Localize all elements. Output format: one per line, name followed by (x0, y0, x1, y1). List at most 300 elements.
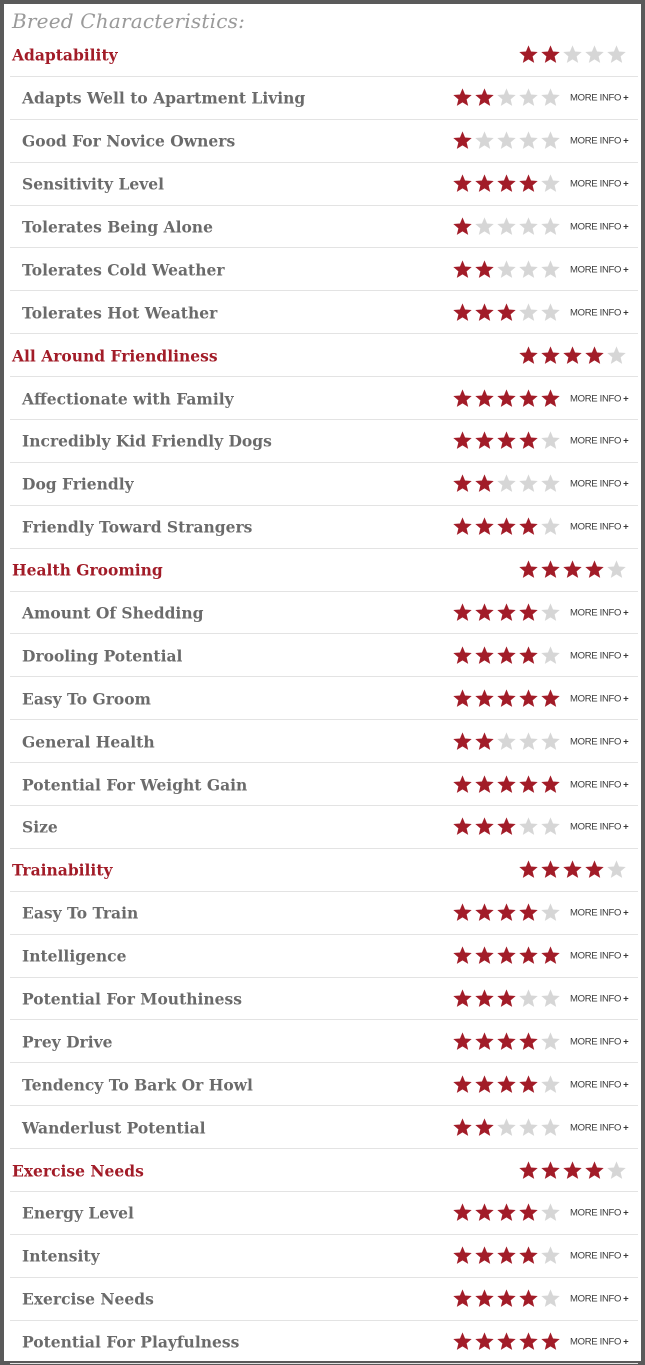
more-info-label: MORE INFO (570, 1207, 622, 1219)
trait-row (4, 463, 645, 506)
trait-row (4, 1235, 645, 1278)
star-filled-icon (540, 688, 561, 709)
star-filled-icon (474, 688, 495, 709)
star-filled-icon (518, 1331, 539, 1352)
trait-row (4, 420, 645, 463)
star-empty-icon (540, 645, 561, 666)
plus-icon: + (623, 393, 629, 405)
star-filled-icon (452, 902, 473, 923)
plus-icon: + (623, 521, 629, 533)
more-info-link[interactable] (570, 136, 628, 147)
trait-row (4, 677, 645, 720)
more-info-label: MORE INFO (570, 1250, 622, 1262)
star-filled-icon (496, 1288, 517, 1309)
plus-icon: + (623, 1336, 629, 1348)
star-filled-icon (452, 430, 473, 451)
star-rating (452, 473, 561, 495)
more-info-link[interactable] (570, 1294, 628, 1305)
star-empty-icon (496, 130, 517, 151)
more-info-link[interactable] (570, 1251, 628, 1262)
star-filled-icon (584, 859, 605, 880)
star-empty-icon (518, 216, 539, 237)
star-empty-icon (540, 602, 561, 623)
trait-row (4, 506, 645, 549)
trait-row (4, 763, 645, 806)
plus-icon: + (623, 1250, 629, 1262)
star-empty-icon (606, 1160, 627, 1181)
star-filled-icon (518, 388, 539, 409)
plus-icon: + (623, 650, 629, 662)
star-empty-icon (540, 1245, 561, 1266)
star-empty-icon (540, 302, 561, 323)
trait-row (4, 806, 645, 849)
category-label: All Around Friendliness (12, 346, 218, 366)
star-empty-icon (474, 130, 495, 151)
more-info-label: MORE INFO (570, 435, 622, 447)
star-rating (452, 1074, 561, 1096)
star-empty-icon (474, 216, 495, 237)
star-filled-icon (496, 388, 517, 409)
more-info-link[interactable] (570, 994, 628, 1005)
star-filled-icon (474, 988, 495, 1009)
plus-icon: + (623, 821, 629, 833)
trait-label: Friendly Toward Strangers (22, 517, 253, 537)
star-rating (452, 645, 561, 667)
plus-icon: + (623, 907, 629, 919)
more-info-label: MORE INFO (570, 1122, 622, 1134)
more-info-link[interactable] (570, 779, 628, 790)
more-info-link[interactable] (570, 736, 628, 747)
trait-label: Potential For Playfulness (22, 1332, 240, 1352)
trait-label: Tolerates Being Alone (22, 217, 213, 237)
more-info-label: MORE INFO (570, 950, 622, 962)
star-filled-icon (474, 1331, 495, 1352)
star-filled-icon (540, 859, 561, 880)
star-filled-icon (584, 345, 605, 366)
star-filled-icon (474, 388, 495, 409)
star-empty-icon (518, 302, 539, 323)
star-filled-icon (474, 774, 495, 795)
more-info-link[interactable] (570, 436, 628, 447)
star-filled-icon (496, 1031, 517, 1052)
plus-icon: + (623, 1079, 629, 1091)
more-info-link[interactable] (570, 179, 628, 190)
star-rating (518, 345, 627, 367)
star-filled-icon (540, 44, 561, 65)
star-empty-icon (518, 87, 539, 108)
star-empty-icon (606, 345, 627, 366)
more-info-label: MORE INFO (570, 521, 622, 533)
star-filled-icon (474, 1031, 495, 1052)
star-filled-icon (474, 1288, 495, 1309)
trait-label: Tolerates Cold Weather (22, 260, 225, 280)
star-rating (452, 988, 561, 1010)
trait-label: Adapts Well to Apartment Living (22, 88, 306, 108)
star-empty-icon (540, 1202, 561, 1223)
star-rating (452, 388, 561, 410)
star-empty-icon (496, 87, 517, 108)
star-filled-icon (496, 816, 517, 837)
trait-label: Easy To Groom (22, 689, 151, 709)
trait-label: Exercise Needs (22, 1289, 154, 1309)
trait-row (4, 634, 645, 677)
star-filled-icon (474, 902, 495, 923)
star-rating (452, 1245, 561, 1267)
star-filled-icon (496, 688, 517, 709)
star-filled-icon (518, 774, 539, 795)
star-empty-icon (496, 259, 517, 280)
star-filled-icon (518, 1031, 539, 1052)
star-filled-icon (496, 1074, 517, 1095)
plus-icon: + (623, 993, 629, 1005)
star-filled-icon (496, 902, 517, 923)
more-info-link[interactable] (570, 1079, 628, 1090)
star-filled-icon (518, 1074, 539, 1095)
star-filled-icon (584, 1160, 605, 1181)
star-empty-icon (540, 988, 561, 1009)
star-rating (452, 816, 561, 838)
star-rating (518, 559, 627, 581)
star-filled-icon (540, 388, 561, 409)
star-rating (452, 87, 561, 109)
trait-row (4, 377, 645, 420)
trait-label: Easy To Train (22, 903, 139, 923)
star-filled-icon (562, 559, 583, 580)
star-rating (452, 216, 561, 238)
category-row (4, 34, 645, 77)
star-filled-icon (496, 173, 517, 194)
trait-label: Drooling Potential (22, 646, 183, 666)
category-row (4, 334, 645, 377)
star-filled-icon (452, 988, 473, 1009)
more-info-link[interactable] (570, 1208, 628, 1219)
plus-icon: + (623, 92, 629, 104)
more-info-label: MORE INFO (570, 178, 622, 190)
more-info-label: MORE INFO (570, 221, 622, 233)
star-empty-icon (540, 1117, 561, 1138)
star-filled-icon (474, 173, 495, 194)
star-empty-icon (540, 1031, 561, 1052)
more-info-label: MORE INFO (570, 1336, 622, 1348)
star-rating (452, 130, 561, 152)
star-filled-icon (518, 516, 539, 537)
star-filled-icon (452, 216, 473, 237)
trait-row (4, 163, 645, 206)
trait-label: Wanderlust Potential (22, 1118, 206, 1138)
more-info-link[interactable] (570, 393, 628, 404)
star-filled-icon (496, 945, 517, 966)
star-filled-icon (518, 1202, 539, 1223)
more-info-link[interactable] (570, 479, 628, 490)
star-empty-icon (540, 259, 561, 280)
star-filled-icon (474, 516, 495, 537)
more-info-label: MORE INFO (570, 1079, 622, 1091)
star-empty-icon (518, 988, 539, 1009)
star-filled-icon (540, 1160, 561, 1181)
star-filled-icon (518, 173, 539, 194)
star-filled-icon (452, 945, 473, 966)
trait-row (4, 77, 645, 120)
trait-label: Tolerates Hot Weather (22, 303, 218, 323)
more-info-label: MORE INFO (570, 92, 622, 104)
star-filled-icon (518, 1288, 539, 1309)
more-info-label: MORE INFO (570, 907, 622, 919)
star-filled-icon (474, 430, 495, 451)
plus-icon: + (623, 736, 629, 748)
star-filled-icon (518, 559, 539, 580)
more-info-label: MORE INFO (570, 1036, 622, 1048)
trait-label: Tendency To Bark Or Howl (22, 1075, 253, 1095)
star-filled-icon (584, 559, 605, 580)
more-info-label: MORE INFO (570, 993, 622, 1005)
star-rating (452, 259, 561, 281)
star-filled-icon (518, 902, 539, 923)
star-filled-icon (518, 688, 539, 709)
star-rating (452, 902, 561, 924)
star-filled-icon (518, 645, 539, 666)
star-rating (518, 859, 627, 881)
plus-icon: + (623, 221, 629, 233)
plus-icon: + (623, 1122, 629, 1134)
star-filled-icon (540, 345, 561, 366)
star-filled-icon (452, 1074, 473, 1095)
star-filled-icon (518, 345, 539, 366)
star-filled-icon (496, 1245, 517, 1266)
star-empty-icon (540, 473, 561, 494)
trait-label: Incredibly Kid Friendly Dogs (22, 431, 272, 451)
more-info-link[interactable] (570, 650, 628, 661)
trait-label: Dog Friendly (22, 474, 134, 494)
star-filled-icon (540, 1331, 561, 1352)
trait-row (4, 1106, 645, 1149)
plus-icon: + (623, 1293, 629, 1305)
star-filled-icon (496, 1331, 517, 1352)
star-rating (452, 731, 561, 753)
trait-label: Good For Novice Owners (22, 131, 236, 151)
trait-row (4, 592, 645, 635)
star-empty-icon (562, 44, 583, 65)
star-empty-icon (518, 816, 539, 837)
trait-label: Potential For Mouthiness (22, 989, 242, 1009)
trait-label: Energy Level (22, 1203, 134, 1223)
star-filled-icon (452, 645, 473, 666)
trait-label: Amount Of Shedding (22, 603, 204, 623)
star-empty-icon (518, 473, 539, 494)
star-empty-icon (606, 44, 627, 65)
star-filled-icon (474, 1117, 495, 1138)
star-filled-icon (496, 645, 517, 666)
star-empty-icon (540, 731, 561, 752)
trait-label: Sensitivity Level (22, 174, 164, 194)
star-filled-icon (496, 774, 517, 795)
star-filled-icon (474, 1245, 495, 1266)
more-info-label: MORE INFO (570, 736, 622, 748)
more-info-link[interactable] (570, 222, 628, 233)
more-info-label: MORE INFO (570, 264, 622, 276)
star-rating (452, 1031, 561, 1053)
more-info-link[interactable] (570, 264, 628, 275)
star-filled-icon (474, 945, 495, 966)
trait-row (4, 1278, 645, 1321)
star-empty-icon (540, 816, 561, 837)
trait-row (4, 120, 645, 163)
star-empty-icon (540, 130, 561, 151)
plus-icon: + (623, 1036, 629, 1048)
star-filled-icon (518, 602, 539, 623)
star-filled-icon (452, 1245, 473, 1266)
star-filled-icon (518, 945, 539, 966)
trait-row (4, 892, 645, 935)
star-empty-icon (518, 259, 539, 280)
trait-label: Prey Drive (22, 1032, 113, 1052)
star-filled-icon (540, 945, 561, 966)
star-empty-icon (540, 516, 561, 537)
plus-icon: + (623, 264, 629, 276)
star-empty-icon (606, 559, 627, 580)
trait-label: Intensity (22, 1246, 100, 1266)
star-filled-icon (452, 1031, 473, 1052)
star-filled-icon (474, 816, 495, 837)
more-info-link[interactable] (570, 693, 628, 704)
star-filled-icon (452, 516, 473, 537)
star-filled-icon (452, 1288, 473, 1309)
star-filled-icon (452, 259, 473, 280)
star-empty-icon (606, 859, 627, 880)
star-rating (452, 516, 561, 538)
star-empty-icon (540, 902, 561, 923)
star-filled-icon (452, 173, 473, 194)
star-filled-icon (518, 859, 539, 880)
star-filled-icon (562, 1160, 583, 1181)
trait-row (4, 291, 645, 334)
star-filled-icon (496, 516, 517, 537)
star-empty-icon (496, 731, 517, 752)
plus-icon: + (623, 478, 629, 490)
star-rating (452, 945, 561, 967)
more-info-link[interactable] (570, 93, 628, 104)
plus-icon: + (623, 779, 629, 791)
star-empty-icon (540, 87, 561, 108)
trait-row (4, 1192, 645, 1235)
trait-label: General Health (22, 732, 155, 752)
trait-label: Potential For Weight Gain (22, 775, 248, 795)
star-filled-icon (474, 87, 495, 108)
star-empty-icon (496, 216, 517, 237)
star-filled-icon (540, 774, 561, 795)
star-rating (518, 1160, 627, 1182)
more-info-link[interactable] (570, 522, 628, 533)
more-info-link[interactable] (570, 822, 628, 833)
plus-icon: + (623, 135, 629, 147)
star-empty-icon (496, 473, 517, 494)
more-info-label: MORE INFO (570, 393, 622, 405)
trait-row (4, 1063, 645, 1106)
star-filled-icon (474, 645, 495, 666)
star-filled-icon (452, 302, 473, 323)
characteristics-list (4, 34, 645, 1364)
star-filled-icon (496, 988, 517, 1009)
star-filled-icon (518, 1245, 539, 1266)
star-filled-icon (518, 44, 539, 65)
star-filled-icon (496, 1202, 517, 1223)
trait-row (4, 978, 645, 1021)
category-row (4, 849, 645, 892)
trait-row (4, 248, 645, 291)
plus-icon: + (623, 307, 629, 319)
star-empty-icon (540, 173, 561, 194)
star-rating (452, 1331, 561, 1353)
star-filled-icon (474, 259, 495, 280)
more-info-link[interactable] (570, 951, 628, 962)
star-filled-icon (474, 731, 495, 752)
trait-row (4, 1020, 645, 1063)
trait-label: Size (22, 817, 58, 837)
plus-icon: + (623, 1207, 629, 1219)
star-filled-icon (452, 388, 473, 409)
plus-icon: + (623, 435, 629, 447)
more-info-link[interactable] (570, 1337, 628, 1348)
more-info-label: MORE INFO (570, 821, 622, 833)
star-empty-icon (540, 216, 561, 237)
star-filled-icon (474, 1074, 495, 1095)
star-filled-icon (562, 859, 583, 880)
more-info-label: MORE INFO (570, 650, 622, 662)
star-filled-icon (452, 688, 473, 709)
more-info-label: MORE INFO (570, 478, 622, 490)
star-empty-icon (518, 130, 539, 151)
star-filled-icon (474, 602, 495, 623)
more-info-link[interactable] (570, 1122, 628, 1133)
trait-row (4, 935, 645, 978)
star-rating (518, 44, 627, 66)
more-info-label: MORE INFO (570, 693, 622, 705)
star-empty-icon (540, 430, 561, 451)
more-info-link[interactable] (570, 908, 628, 919)
star-empty-icon (540, 1074, 561, 1095)
star-rating (452, 688, 561, 710)
star-filled-icon (562, 345, 583, 366)
star-filled-icon (452, 87, 473, 108)
star-filled-icon (496, 602, 517, 623)
category-row (4, 1149, 645, 1192)
plus-icon: + (623, 178, 629, 190)
trait-label: Affectionate with Family (22, 389, 234, 409)
star-filled-icon (474, 1202, 495, 1223)
category-label: Adaptability (12, 45, 118, 65)
trait-row (4, 1321, 645, 1364)
more-info-link[interactable] (570, 307, 628, 318)
star-rating (452, 1117, 561, 1139)
star-empty-icon (540, 1288, 561, 1309)
star-filled-icon (452, 731, 473, 752)
star-rating (452, 1288, 561, 1310)
star-empty-icon (496, 1117, 517, 1138)
trait-row (4, 206, 645, 249)
star-empty-icon (518, 731, 539, 752)
star-filled-icon (452, 816, 473, 837)
star-filled-icon (452, 473, 473, 494)
star-filled-icon (540, 559, 561, 580)
more-info-label: MORE INFO (570, 307, 622, 319)
more-info-link[interactable] (570, 1036, 628, 1047)
more-info-link[interactable] (570, 608, 628, 619)
star-rating (452, 774, 561, 796)
star-filled-icon (496, 430, 517, 451)
category-label: Exercise Needs (12, 1161, 144, 1181)
star-filled-icon (518, 430, 539, 451)
star-rating (452, 173, 561, 195)
star-filled-icon (452, 1331, 473, 1352)
